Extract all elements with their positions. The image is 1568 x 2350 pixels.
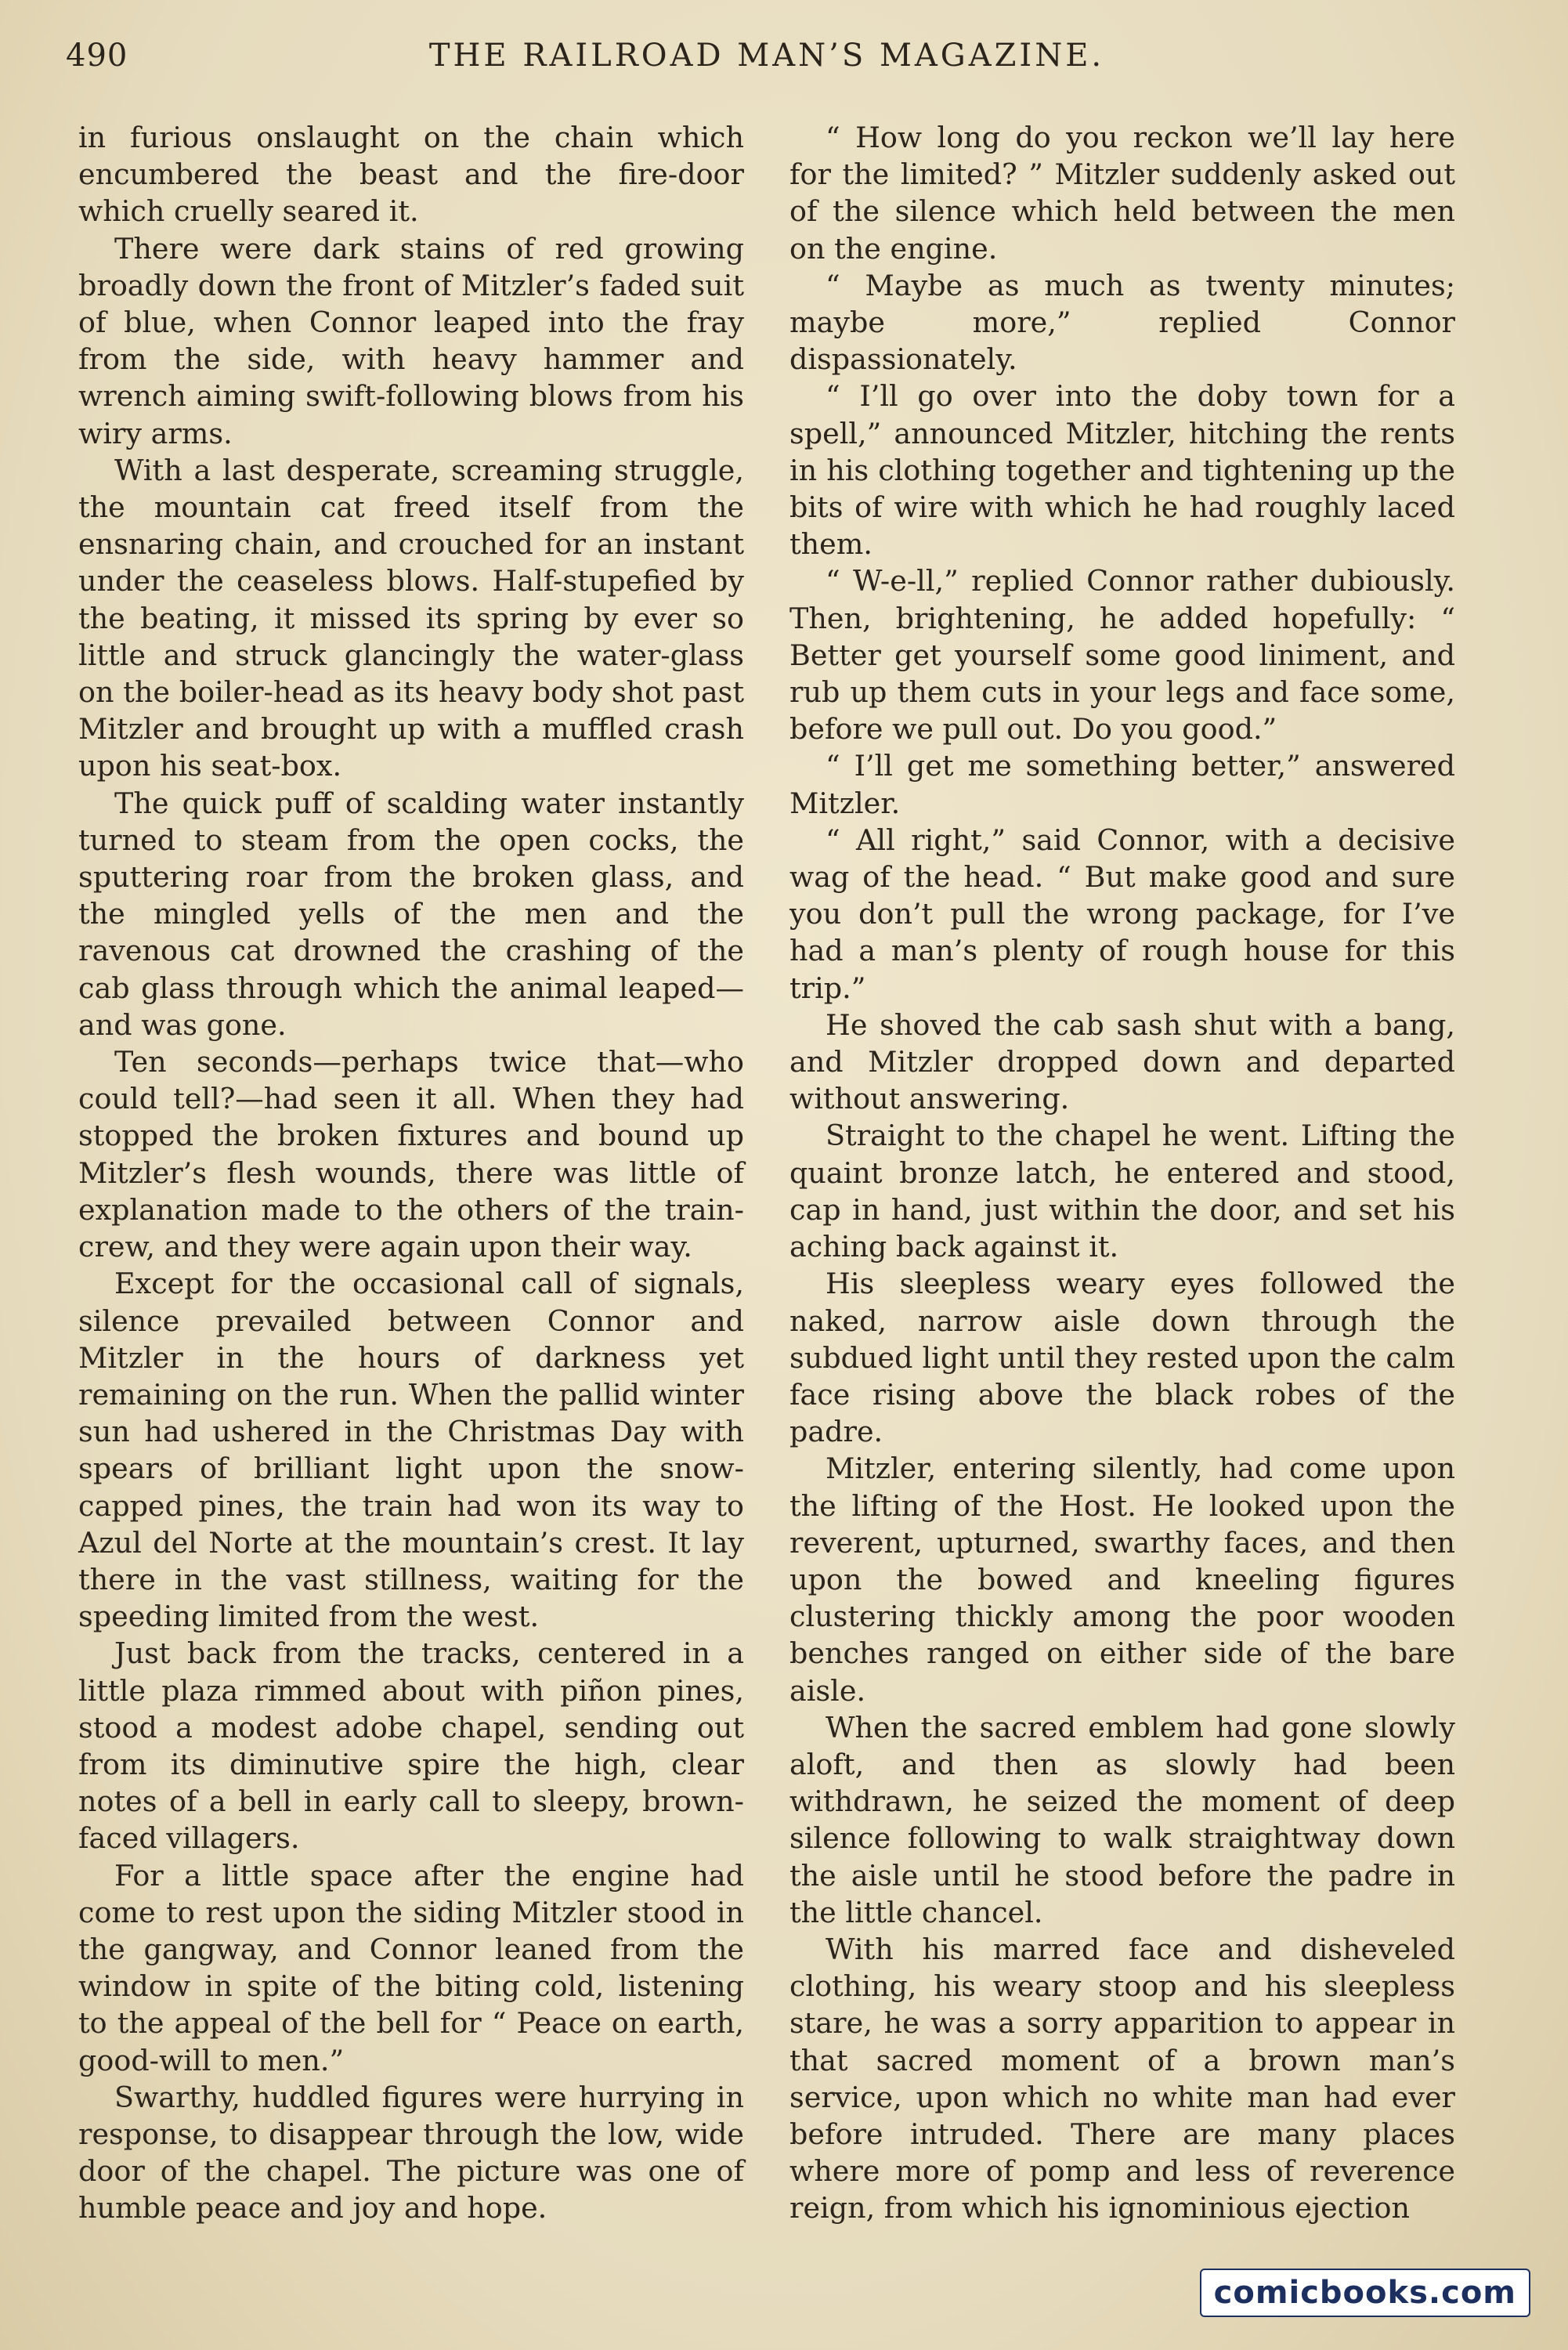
paragraph: “ I’ll get me something better,” answered Mitzler. — [789, 749, 1455, 820]
paragraph: “ How long do you reckon we’ll lay here for the limited? ” Mitzler suddenly asked out of the silence which held between the men on the engine. — [789, 121, 1455, 266]
left-column — [78, 119, 744, 2227]
paragraph: For a little space after the engine had come to rest upon the siding Mitzler stood in the gangway, and Connor leaned from the window in spite of the biting cold, listening to the appeal of the bell for “ Peace on earth, good-will to men.” — [78, 1858, 744, 2077]
paragraph: Swarthy, huddled figures were hurrying in response, to disappear through the low, wide door of the chapel. The picture was one of humble peace and joy and hope. — [78, 2080, 744, 2225]
paragraph: Mitzler, entering silently, had come upon the lifting of the Host. He looked upon the reverent, upturned, swarthy faces, and then upon the bowed and kneeling figures clustering thickly among the poor wooden benches ranged on either side of the bare aisle. — [789, 1452, 1455, 1708]
page-number: 490 — [66, 38, 128, 74]
paragraph: Ten seconds—perhaps twice that—who could tell?—had seen it all. When they had stopped the broken fixtures and bound up Mitzler’s flesh wounds, there was little of explanation made to the others of the train-crew, and they were again upon their way. — [78, 1045, 744, 1264]
paragraph: With his marred face and disheveled clothing, his weary stoop and his sleepless stare, he was a sorry apparition to appear in that sacred moment of a brown man’s service, upon which no white man had ever before intruded. There are many places where more of pomp and less of reverence reign, from which his ignominious ejection — [789, 1932, 1455, 2225]
paragraph: His sleepless weary eyes followed the naked, narrow aisle down through the subdued light until they rested upon the calm face rising above the black robes of the padre. — [789, 1267, 1455, 1449]
page-header — [66, 38, 1468, 85]
paragraph: Just back from the tracks, centered in a little plaza rimmed about with piñon pines, stood a modest adobe chapel, sending out from its diminutive spire the high, clear notes of a bell in early call to sleepy, brown-faced villagers. — [78, 1636, 744, 1856]
watermark-logo: comicbooks.com — [1200, 2269, 1530, 2317]
paragraph: “ All right,” said Connor, with a decisive wag of the head. “ But make good and sure you don’t pull the wrong package, for I’ve had a man’s plenty of rough house for this trip.” — [789, 822, 1455, 1005]
running-title: THE RAILROAD MAN’S MAGAZINE. — [428, 38, 1105, 74]
paragraph: in furious onslaught on the chain which encumbered the beast and the fire-door which cruelly seared it. — [78, 121, 744, 229]
paragraph: “ Maybe as much as twenty minutes; maybe more,” replied Connor dispassionately. — [789, 268, 1455, 377]
paragraph: Except for the occasional call of signals, silence prevailed between Connor and Mitzler in the hours of darkness yet remaining on the run. When the pallid winter sun had ushered in the Christmas Day with spears of brilliant light upon the snow-capped pines, the train had won its way to Azul del Norte at the mountain’s crest. It lay there in the vast stillness, waiting for the speeding limited from the west. — [78, 1267, 744, 1634]
paragraph: “ I’ll go over into the doby town for a spell,” announced Mitzler, hitching the rents in his clothing together and tightening up the bits of wire with which he had roughly laced them. — [789, 379, 1455, 562]
paragraph: “ W-e-ll,” replied Connor rather dubiously. Then, brightening, he added hopefully: “ Better get yourself some good liniment, and rub up them cuts in your legs and face some, before we pull out. Do you good.” — [789, 564, 1455, 747]
paragraph: The quick puff of scalding water instantly turned to steam from the open cocks, the sputtering roar from the broken glass, and the mingled yells of the men and the ravenous cat drowned the crashing of the cab glass through which the animal leaped—and was gone. — [78, 786, 744, 1042]
paragraph: With a last desperate, screaming struggle, the mountain cat freed itself from the ensnaring chain, and crouched for an instant under the ceaseless blows. Half-stupefied by the beating, it missed its spring by ever so little and struck glancingly the water-glass on the boiler-head as its heavy body shot past Mitzler and brought up with a muffled crash upon his seat-box. — [78, 453, 744, 783]
paragraph: Straight to the chapel he went. Lifting the quaint bronze latch, he entered and stood, cap in hand, just within the door, and set his aching back against it. — [789, 1119, 1455, 1264]
paragraph: There were dark stains of red growing broadly down the front of Mitzler’s faded suit of blue, when Connor leaped into the fray from the side, with heavy hammer and wrench aiming swift-following blows from his wiry arms. — [78, 231, 744, 450]
paragraph: He shoved the cab sash shut with a bang, and Mitzler dropped down and departed without answering. — [789, 1007, 1455, 1116]
right-column — [789, 119, 1455, 2227]
paragraph: When the sacred emblem had gone slowly aloft, and then as slowly had been withdrawn, he seized the moment of deep silence following to walk straightway down the aisle until he stood before the padre in the little chancel. — [789, 1710, 1455, 1929]
